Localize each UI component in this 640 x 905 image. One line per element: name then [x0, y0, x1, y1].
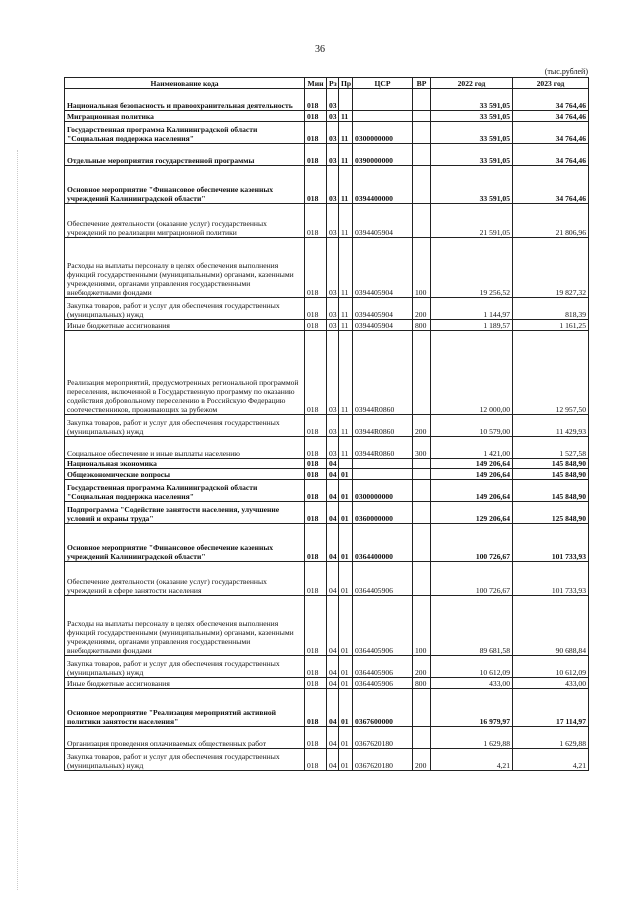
cell-pr: 11: [339, 298, 353, 320]
cell-2023: 101 733,93: [513, 524, 589, 562]
cell-min: 018: [305, 596, 327, 656]
cell-rz: 04: [327, 596, 339, 656]
cell-2022: 33 591,05: [431, 122, 513, 144]
cell-2023: 1 629,88: [513, 727, 589, 749]
cell-vr: [413, 166, 431, 204]
table-row: [65, 689, 589, 727]
cell-vr: [413, 689, 431, 727]
cell-csr: [353, 459, 413, 469]
table-row: [65, 122, 589, 144]
cell-csr: 0364405906: [353, 562, 413, 596]
cell-rz: 03: [327, 298, 339, 320]
cell-2023: 145 848,90: [513, 469, 589, 480]
cell-2023: 101 733,93: [513, 562, 589, 596]
cell-csr: [353, 89, 413, 111]
cell-2022: 33 591,05: [431, 144, 513, 166]
cell-2023: 4,21: [513, 749, 589, 771]
cell-pr: 11: [339, 331, 353, 415]
cell-2022: 1 421,00: [431, 437, 513, 459]
cell-csr: [353, 111, 413, 122]
cell-csr: 0364405906: [353, 656, 413, 678]
cell-min: 018: [305, 502, 327, 524]
table-row: [65, 562, 589, 596]
cell-vr: [413, 144, 431, 166]
cell-rz: 03: [327, 331, 339, 415]
cell-csr: 0367620180: [353, 727, 413, 749]
header-min: Мин: [305, 78, 327, 89]
cell-2022: 149 206,64: [431, 469, 513, 480]
cell-pr: 11: [339, 166, 353, 204]
table-row: [65, 502, 589, 524]
cell-rz: 04: [327, 469, 339, 480]
cell-2022: 19 256,52: [431, 238, 513, 298]
cell-name: Основное мероприятие "Финансовое обеспечение казенных учреждений Калининградской области": [65, 524, 305, 562]
table-row: [65, 524, 589, 562]
cell-2023: 433,00: [513, 678, 589, 689]
cell-2023: 1 161,25: [513, 320, 589, 331]
cell-pr: 01: [339, 656, 353, 678]
cell-csr: 0300000000: [353, 122, 413, 144]
cell-csr: 03944R0860: [353, 415, 413, 437]
cell-pr: [339, 459, 353, 469]
cell-vr: 100: [413, 238, 431, 298]
cell-name: Общеэкономические вопросы: [65, 469, 305, 480]
cell-pr: 01: [339, 502, 353, 524]
table-row: [65, 480, 589, 502]
header-rz: Рз: [327, 78, 339, 89]
cell-2022: 1 629,88: [431, 727, 513, 749]
cell-name: Иные бюджетные ассигнования: [65, 678, 305, 689]
cell-name: Национальная экономика: [65, 459, 305, 469]
cell-csr: 0300000000: [353, 480, 413, 502]
cell-name: Реализация мероприятий, предусмотренных региональной программой переселения, включенной в Государственную программу по оказанию содействия добровольному переселению в Российскую Федерацию соотечественников, проживающих за рубежом: [65, 331, 305, 415]
table-row: [65, 320, 589, 331]
cell-2022: 149 206,64: [431, 480, 513, 502]
cell-vr: [413, 480, 431, 502]
cell-vr: [413, 331, 431, 415]
cell-vr: [413, 122, 431, 144]
cell-rz: 03: [327, 415, 339, 437]
cell-vr: [413, 469, 431, 480]
table-row: [65, 749, 589, 771]
cell-min: 018: [305, 144, 327, 166]
cell-vr: 200: [413, 415, 431, 437]
cell-name: Социальное обеспечение и иные выплаты населению: [65, 437, 305, 459]
cell-csr: 0390000000: [353, 144, 413, 166]
cell-name: Расходы на выплаты персоналу в целях обеспечения выполнения функций государственными (муниципальными) органами, казенными учреждениями, органами управления государственными внебюджетными фондами: [65, 238, 305, 298]
cell-name: Отдельные мероприятия государственной программы: [65, 144, 305, 166]
cell-vr: [413, 727, 431, 749]
cell-rz: 04: [327, 524, 339, 562]
cell-min: 018: [305, 469, 327, 480]
units-label: (тыс.рублей): [544, 67, 588, 76]
cell-2022: 10 612,09: [431, 656, 513, 678]
header-2023: 2023 год: [513, 78, 589, 89]
cell-name: Подпрограмма "Содействие занятости населения, улучшение условий и охраны труда": [65, 502, 305, 524]
table-header-row: [65, 78, 589, 89]
cell-2022: 33 591,05: [431, 166, 513, 204]
cell-min: 018: [305, 415, 327, 437]
cell-2022: 10 579,00: [431, 415, 513, 437]
header-vr: ВР: [413, 78, 431, 89]
cell-2023: 145 848,90: [513, 459, 589, 469]
table-row: [65, 459, 589, 469]
table-row: [65, 298, 589, 320]
cell-rz: 03: [327, 238, 339, 298]
page-number: 36: [315, 44, 325, 55]
cell-csr: 0364405906: [353, 596, 413, 656]
cell-name: Закупка товаров, работ и услуг для обеспечения государственных (муниципальных) нужд: [65, 298, 305, 320]
cell-rz: 04: [327, 689, 339, 727]
cell-pr: 11: [339, 415, 353, 437]
cell-rz: 03: [327, 320, 339, 331]
cell-min: 018: [305, 298, 327, 320]
cell-name: Закупка товаров, работ и услуг для обеспечения государственных (муниципальных) нужд: [65, 415, 305, 437]
cell-rz: 03: [327, 437, 339, 459]
cell-2023: 10 612,09: [513, 656, 589, 678]
cell-2023: 12 957,50: [513, 331, 589, 415]
cell-rz: 04: [327, 749, 339, 771]
cell-rz: 04: [327, 656, 339, 678]
cell-rz: 03: [327, 111, 339, 122]
cell-vr: 200: [413, 298, 431, 320]
cell-min: 018: [305, 727, 327, 749]
cell-csr: 0394405904: [353, 298, 413, 320]
cell-rz: 03: [327, 122, 339, 144]
cell-min: 018: [305, 89, 327, 111]
cell-2022: 33 591,05: [431, 111, 513, 122]
cell-2023: 34 764,46: [513, 111, 589, 122]
cell-name: Государственная программа Калининградской области "Социальная поддержка населения": [65, 122, 305, 144]
cell-2022: 1 189,57: [431, 320, 513, 331]
cell-min: 018: [305, 204, 327, 238]
cell-min: 018: [305, 689, 327, 727]
cell-2023: 34 764,46: [513, 166, 589, 204]
cell-2023: 34 764,46: [513, 122, 589, 144]
cell-rz: 04: [327, 480, 339, 502]
cell-min: 018: [305, 331, 327, 415]
cell-vr: [413, 89, 431, 111]
cell-csr: [353, 469, 413, 480]
cell-csr: 0364400000: [353, 524, 413, 562]
cell-2023: 34 764,46: [513, 144, 589, 166]
cell-csr: 0367620180: [353, 749, 413, 771]
cell-csr: 03944R0860: [353, 437, 413, 459]
cell-2022: 100 726,67: [431, 524, 513, 562]
cell-rz: 04: [327, 562, 339, 596]
cell-vr: 200: [413, 749, 431, 771]
cell-name: Обеспечение деятельности (оказание услуг) государственных учреждений по реализации миграционной политики: [65, 204, 305, 238]
cell-min: 018: [305, 320, 327, 331]
cell-csr: 0367600000: [353, 689, 413, 727]
cell-csr: 0394405904: [353, 238, 413, 298]
table-row: [65, 204, 589, 238]
cell-name: Миграционная политика: [65, 111, 305, 122]
table-row: [65, 89, 589, 111]
cell-min: 018: [305, 480, 327, 502]
cell-vr: [413, 562, 431, 596]
cell-min: 018: [305, 122, 327, 144]
cell-rz: 04: [327, 727, 339, 749]
cell-pr: 11: [339, 122, 353, 144]
cell-csr: 0394400000: [353, 166, 413, 204]
cell-vr: [413, 524, 431, 562]
table-row: [65, 727, 589, 749]
cell-rz: 03: [327, 204, 339, 238]
cell-2022: 89 681,58: [431, 596, 513, 656]
cell-2023: 818,39: [513, 298, 589, 320]
cell-rz: 03: [327, 89, 339, 111]
cell-2022: 100 726,67: [431, 562, 513, 596]
cell-2023: 1 527,58: [513, 437, 589, 459]
cell-pr: 11: [339, 238, 353, 298]
cell-name: Закупка товаров, работ и услуг для обеспечения государственных (муниципальных) нужд: [65, 749, 305, 771]
cell-name: Иные бюджетные ассигнования: [65, 320, 305, 331]
cell-rz: 04: [327, 678, 339, 689]
cell-name: Организация проведения оплачиваемых общественных работ: [65, 727, 305, 749]
cell-min: 018: [305, 656, 327, 678]
cell-min: 018: [305, 238, 327, 298]
binding-edge: [17, 150, 19, 890]
cell-vr: [413, 502, 431, 524]
cell-pr: 01: [339, 562, 353, 596]
cell-min: 018: [305, 524, 327, 562]
cell-2023: 34 764,46: [513, 89, 589, 111]
cell-min: 018: [305, 459, 327, 469]
cell-rz: 03: [327, 144, 339, 166]
cell-2023: 21 806,96: [513, 204, 589, 238]
cell-name: Закупка товаров, работ и услуг для обеспечения государственных (муниципальных) нужд: [65, 656, 305, 678]
cell-2022: 33 591,05: [431, 89, 513, 111]
header-name: Наименование кода: [65, 78, 305, 89]
cell-csr: 0394405904: [353, 320, 413, 331]
cell-vr: [413, 111, 431, 122]
cell-pr: 11: [339, 320, 353, 331]
cell-2022: 149 206,64: [431, 459, 513, 469]
cell-pr: [339, 89, 353, 111]
cell-pr: 11: [339, 437, 353, 459]
table-row: [65, 331, 589, 415]
cell-2023: 125 848,90: [513, 502, 589, 524]
cell-vr: 100: [413, 596, 431, 656]
table-row: [65, 144, 589, 166]
cell-csr: 0364405906: [353, 678, 413, 689]
cell-vr: 800: [413, 320, 431, 331]
table-row: [65, 596, 589, 656]
cell-pr: 11: [339, 111, 353, 122]
cell-min: 018: [305, 678, 327, 689]
table-body: [65, 89, 589, 771]
cell-csr: 03944R0860: [353, 331, 413, 415]
cell-name: Основное мероприятие "Реализация мероприятий активной политики занятости населения": [65, 689, 305, 727]
cell-pr: 11: [339, 144, 353, 166]
cell-pr: 01: [339, 469, 353, 480]
cell-vr: 800: [413, 678, 431, 689]
budget-table: [64, 77, 589, 771]
header-2022: 2022 год: [431, 78, 513, 89]
cell-min: 018: [305, 111, 327, 122]
cell-2022: 129 206,64: [431, 502, 513, 524]
header-pr: Пр: [339, 78, 353, 89]
cell-2022: 1 144,97: [431, 298, 513, 320]
cell-pr: 01: [339, 727, 353, 749]
cell-vr: [413, 459, 431, 469]
cell-min: 018: [305, 562, 327, 596]
cell-vr: 300: [413, 437, 431, 459]
cell-2022: 21 591,05: [431, 204, 513, 238]
header-csr: ЦСР: [353, 78, 413, 89]
cell-2023: 90 688,84: [513, 596, 589, 656]
cell-2023: 19 827,32: [513, 238, 589, 298]
cell-min: 018: [305, 749, 327, 771]
cell-min: 018: [305, 437, 327, 459]
table-row: [65, 111, 589, 122]
cell-name: Основное мероприятие "Финансовое обеспечение казенных учреждений Калининградской области": [65, 166, 305, 204]
table-row: [65, 437, 589, 459]
cell-2023: 17 114,97: [513, 689, 589, 727]
cell-pr: 01: [339, 678, 353, 689]
table-row: [65, 166, 589, 204]
cell-csr: 0394405904: [353, 204, 413, 238]
table-row: [65, 678, 589, 689]
cell-pr: 01: [339, 596, 353, 656]
cell-pr: 01: [339, 749, 353, 771]
table-row: [65, 469, 589, 480]
cell-2023: 145 848,90: [513, 480, 589, 502]
cell-2022: 12 000,00: [431, 331, 513, 415]
cell-vr: 200: [413, 656, 431, 678]
cell-name: Государственная программа Калининградской области "Социальная поддержка населения": [65, 480, 305, 502]
cell-min: 018: [305, 166, 327, 204]
table-row: [65, 238, 589, 298]
cell-name: Обеспечение деятельности (оказание услуг) государственных учреждений в сфере занятости населения: [65, 562, 305, 596]
cell-2022: 4,21: [431, 749, 513, 771]
cell-pr: 01: [339, 524, 353, 562]
cell-rz: 04: [327, 459, 339, 469]
cell-pr: 01: [339, 480, 353, 502]
cell-2022: 433,00: [431, 678, 513, 689]
cell-2022: 16 979,97: [431, 689, 513, 727]
table-row: [65, 656, 589, 678]
cell-name: Расходы на выплаты персоналу в целях обеспечения выполнения функций государственными (муниципальными) органами, казенными учреждениями, органами управления государственными внебюджетными фондами: [65, 596, 305, 656]
cell-pr: 01: [339, 689, 353, 727]
table-row: [65, 415, 589, 437]
cell-pr: 11: [339, 204, 353, 238]
cell-csr: 0360000000: [353, 502, 413, 524]
cell-rz: 04: [327, 502, 339, 524]
cell-2023: 11 429,93: [513, 415, 589, 437]
cell-name: Национальная безопасность и правоохранительная деятельность: [65, 89, 305, 111]
cell-rz: 03: [327, 166, 339, 204]
cell-vr: [413, 204, 431, 238]
